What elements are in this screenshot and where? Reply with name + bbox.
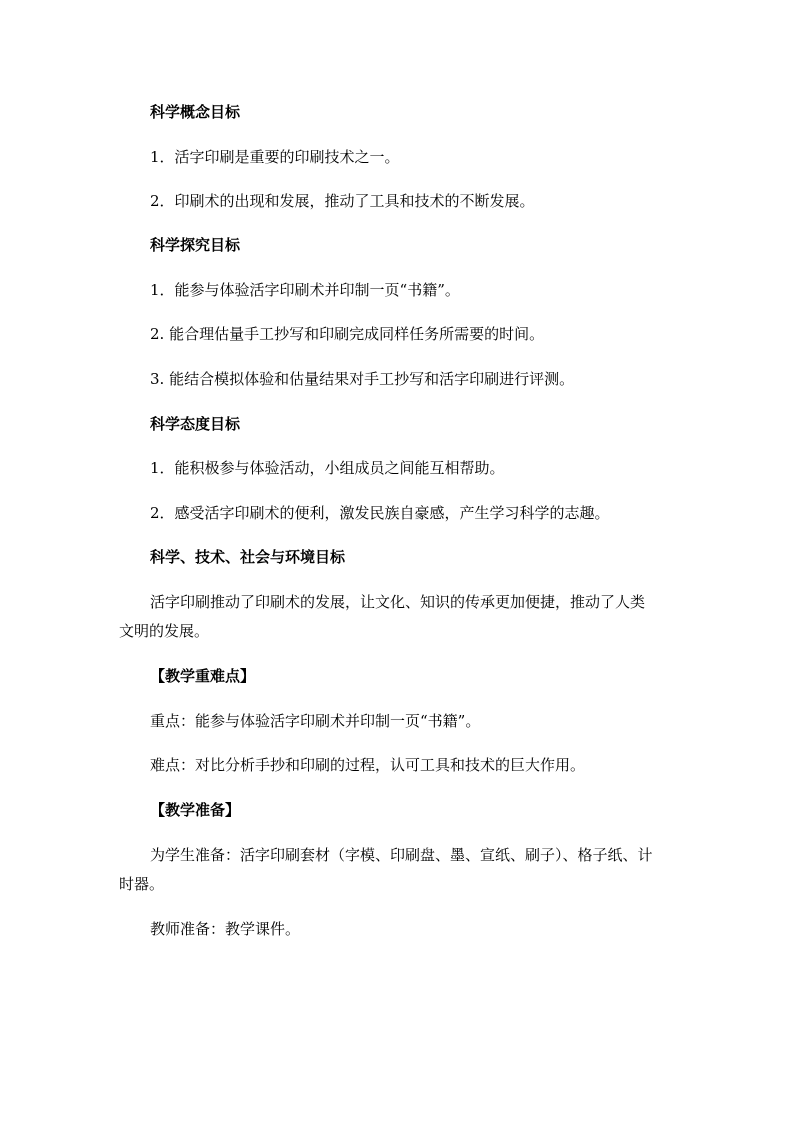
key-point-difficulty: 难点：对比分析手抄和印刷的过程，认可工具和技术的巨大作用。: [150, 756, 586, 774]
heading-stse: 科学、技术、社会与环境目标: [150, 548, 346, 566]
stse-paragraph: 活字印刷推动了印刷术的发展，让文化、知识的传承更加便捷，推动了人类文明的发展。: [119, 593, 646, 640]
key-point-focus: 重点：能参与体验活字印刷术并印制一页“书籍”。: [150, 712, 481, 730]
inquiry-item-2: 2. 能合理估量手工抄写和印刷完成同样任务所需要的时间。: [150, 325, 545, 343]
inquiry-item-3: 3. 能结合模拟体验和估量结果对手工抄写和活字印刷进行评测。: [150, 370, 575, 388]
concept-item-1: 1．活字印刷是重要的印刷技术之一。: [150, 148, 400, 166]
heading-key-points: 【教学重难点】: [150, 667, 256, 685]
attitude-item-1: 1．能积极参与体验活动，小组成员之间能互相帮助。: [150, 459, 505, 477]
concept-item-2: 2．印刷术的出现和发展，推动了工具和技术的不断发展。: [150, 192, 535, 210]
heading-preparation: 【教学准备】: [150, 801, 241, 819]
attitude-item-2: 2．感受活字印刷术的便利，激发民族自豪感，产生学习科学的志趣。: [150, 504, 610, 522]
preparation-students: 为学生准备：活字印刷套材（字模、印刷盘、墨、宣纸、刷子）、格子纸、计时器。: [119, 846, 653, 893]
heading-science-inquiry: 科学探究目标: [150, 236, 241, 254]
heading-science-attitude: 科学态度目标: [150, 415, 241, 433]
inquiry-item-1: 1．能参与体验活字印刷术并印制一页“书籍”。: [150, 281, 460, 299]
heading-science-concept: 科学概念目标: [150, 103, 241, 121]
preparation-teacher: 教师准备：教学课件。: [150, 920, 301, 938]
